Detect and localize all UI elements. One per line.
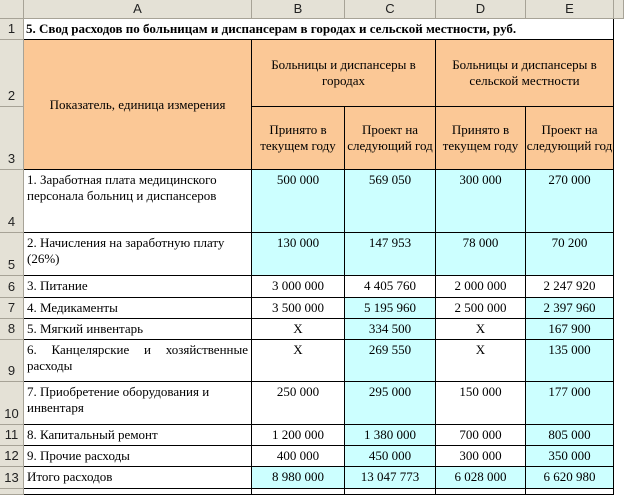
header-group-rural[interactable]: Больницы и диспансеры в сельской местности — [436, 40, 614, 107]
table-title[interactable]: 5. Свод расходов по больницам и диспансерам в городах и сельской местности, руб. — [24, 19, 614, 40]
row-header-8[interactable]: 8 — [0, 319, 24, 340]
column-header-b[interactable]: B — [252, 0, 345, 19]
cell-b11[interactable]: 1 200 000 — [252, 425, 345, 446]
row-label-salary[interactable]: 1. Заработная плата медицинского персонала больниц и диспансеров — [24, 170, 252, 233]
cell-c4[interactable]: 569 050 — [345, 170, 436, 233]
header-rural-project[interactable]: Проект на следующий год — [526, 107, 614, 170]
header-indicator[interactable]: Показатель, единица измерения — [24, 40, 252, 170]
cell-e10[interactable]: 177 000 — [526, 382, 614, 425]
row-label-other-expenses[interactable]: 9. Прочие расходы — [24, 446, 252, 467]
cell-b5[interactable]: 130 000 — [252, 233, 345, 276]
row-header-6[interactable]: 6 — [0, 276, 24, 298]
cell-c12[interactable]: 450 000 — [345, 446, 436, 467]
cell-e12[interactable]: 350 000 — [526, 446, 614, 467]
header-city-project[interactable]: Проект на следующий год — [345, 107, 436, 170]
cell-d10[interactable]: 150 000 — [436, 382, 526, 425]
cell-d4[interactable]: 300 000 — [436, 170, 526, 233]
cell-d9[interactable]: Х — [436, 340, 526, 382]
cell-b10[interactable]: 250 000 — [252, 382, 345, 425]
cell-c13[interactable]: 13 047 773 — [345, 467, 436, 489]
cell-d13[interactable]: 6 028 000 — [436, 467, 526, 489]
row-label-equipment[interactable]: 7. Приобретение оборудования и инвентаря — [24, 382, 252, 425]
cell-c7[interactable]: 5 195 960 — [345, 298, 436, 319]
cell-e8[interactable]: 167 900 — [526, 319, 614, 340]
cell-c10[interactable]: 295 000 — [345, 382, 436, 425]
row-header-13[interactable]: 13 — [0, 467, 24, 489]
cell-b8[interactable]: Х — [252, 319, 345, 340]
cell-d6[interactable]: 2 000 000 — [436, 276, 526, 298]
cell-e11[interactable]: 805 000 — [526, 425, 614, 446]
row-header-2[interactable]: 2 — [0, 40, 24, 107]
cell-a14[interactable] — [24, 489, 252, 495]
cell-e5[interactable]: 70 200 — [526, 233, 614, 276]
column-header-e[interactable]: E — [526, 0, 614, 19]
row-header-10[interactable]: 10 — [0, 382, 24, 425]
column-header-c[interactable]: C — [345, 0, 436, 19]
row-label-soft-inventory[interactable]: 5. Мягкий инвентарь — [24, 319, 252, 340]
cell-b13[interactable]: 8 980 000 — [252, 467, 345, 489]
cell-c8[interactable]: 334 500 — [345, 319, 436, 340]
cell-b9[interactable]: Х — [252, 340, 345, 382]
cell-c9[interactable]: 269 550 — [345, 340, 436, 382]
row-label-medicines[interactable]: 4. Медикаменты — [24, 298, 252, 319]
cell-c6[interactable]: 4 405 760 — [345, 276, 436, 298]
header-rural-accepted[interactable]: Принято в текущем году — [436, 107, 526, 170]
header-city-accepted[interactable]: Принято в текущем году — [252, 107, 345, 170]
row-header-3[interactable]: 3 — [0, 107, 24, 170]
row-header-4[interactable]: 4 — [0, 170, 24, 233]
cell-e14[interactable] — [526, 489, 614, 495]
cell-b14[interactable] — [252, 489, 345, 495]
cell-e9[interactable]: 135 000 — [526, 340, 614, 382]
cell-c5[interactable]: 147 953 — [345, 233, 436, 276]
cell-b6[interactable]: 3 000 000 — [252, 276, 345, 298]
row-header-9[interactable]: 9 — [0, 340, 24, 382]
row-label-accruals[interactable]: 2. Начисления на заработную плату (26%) — [24, 233, 252, 276]
cell-e7[interactable]: 2 397 960 — [526, 298, 614, 319]
row-header-14[interactable] — [0, 489, 24, 495]
cell-d8[interactable]: Х — [436, 319, 526, 340]
cell-e6[interactable]: 2 247 920 — [526, 276, 614, 298]
cell-c11[interactable]: 1 380 000 — [345, 425, 436, 446]
row-label-capital-repair[interactable]: 8. Капитальный ремонт — [24, 425, 252, 446]
cell-b7[interactable]: 3 500 000 — [252, 298, 345, 319]
cell-e13[interactable]: 6 620 980 — [526, 467, 614, 489]
row-header-7[interactable]: 7 — [0, 298, 24, 319]
header-group-city[interactable]: Больницы и диспансеры в городах — [252, 40, 436, 107]
cell-d14[interactable] — [436, 489, 526, 495]
cell-b12[interactable]: 400 000 — [252, 446, 345, 467]
row-header-11[interactable]: 11 — [0, 425, 24, 446]
row-label-food[interactable]: 3. Питание — [24, 276, 252, 298]
row-header-5[interactable]: 5 — [0, 233, 24, 276]
cell-d7[interactable]: 2 500 000 — [436, 298, 526, 319]
column-header-d[interactable]: D — [436, 0, 526, 19]
cell-d12[interactable]: 300 000 — [436, 446, 526, 467]
cell-c14[interactable] — [345, 489, 436, 495]
column-header-a[interactable]: A — [24, 0, 252, 19]
row-label-office-expenses[interactable]: 6. Канцелярские и хозяйственные расходы — [24, 340, 252, 382]
cell-e4[interactable]: 270 000 — [526, 170, 614, 233]
cell-d5[interactable]: 78 000 — [436, 233, 526, 276]
row-label-total[interactable]: Итого расходов — [24, 467, 252, 489]
cell-b4[interactable]: 500 000 — [252, 170, 345, 233]
column-header-f[interactable] — [614, 0, 624, 19]
row-header-1[interactable]: 1 — [0, 19, 24, 40]
cell-d11[interactable]: 700 000 — [436, 425, 526, 446]
select-all-corner[interactable] — [0, 0, 24, 19]
row-header-12[interactable]: 12 — [0, 446, 24, 467]
